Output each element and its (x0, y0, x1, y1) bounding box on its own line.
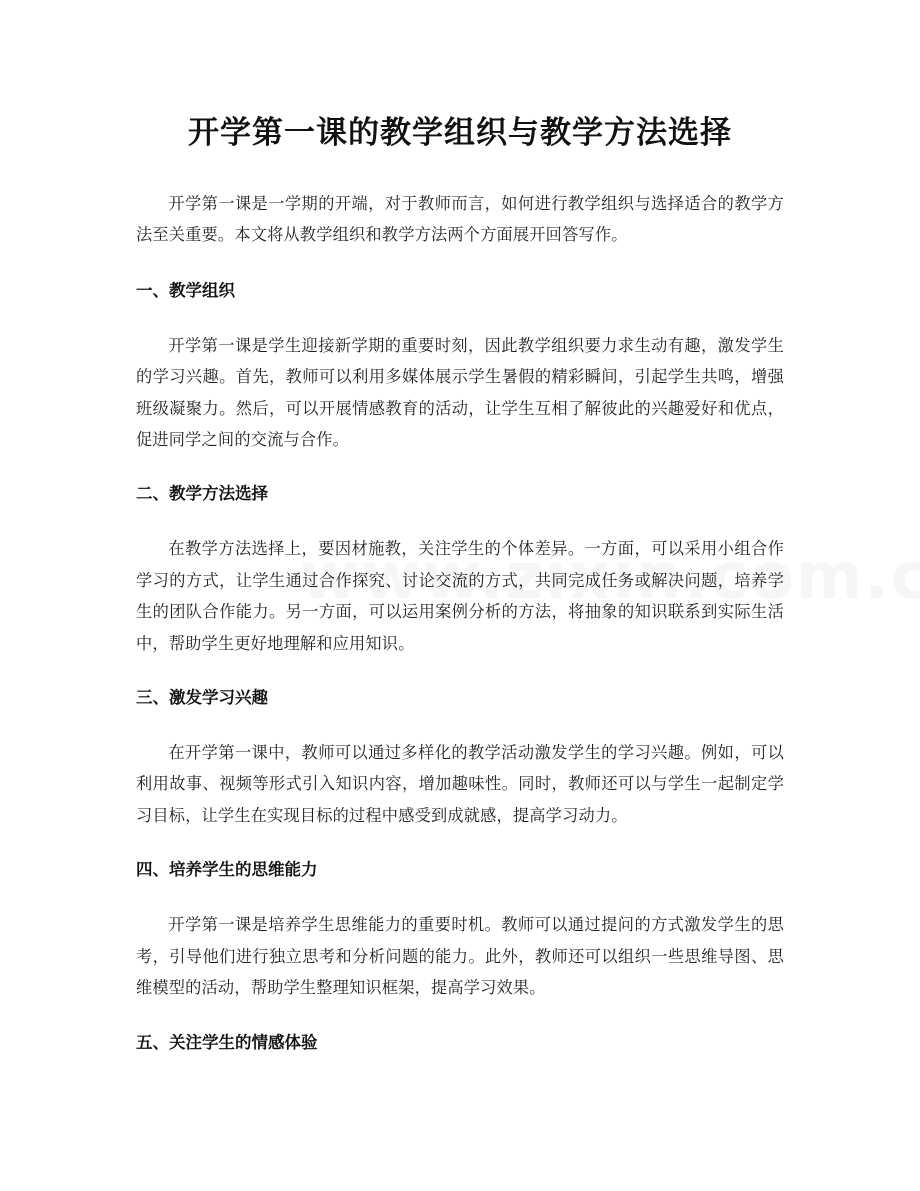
section-heading-1: 一、教学组织 (136, 280, 235, 300)
section-body-4: 开学第一课是培养学生思维能力的重要时机。教师可以通过提问的方式激发学生的思考，引导他们进行独立思考和分析问题的能力。此外，教师还可以组织一些思维导图、思维模型的活动，帮助学生整理知识框架，提高学习效果。 (136, 915, 784, 998)
section-heading-5: 五、关注学生的情感体验 (136, 1032, 318, 1052)
section-body-1: 开学第一课是学生迎接新学期的重要时刻，因此教学组织要力求生动有趣，激发学生的学习兴趣。首先，教师可以利用多媒体展示学生暑假的精彩瞬间，引起学生共鸣，增强班级凝聚力。然后，可以开展情感教育的活动，让学生互相了解彼此的兴趣爱好和优点，促进同学之间的交流与合作。 (136, 335, 784, 450)
section-body-3: 在开学第一课中，教师可以通过多样化的教学活动激发学生的学习兴趣。例如，可以利用故事、视频等形式引入知识内容，增加趣味性。同时，教师还可以与学生一起制定学习目标，让学生在实现目标的过程中感受到成就感，提高学习动力。 (136, 743, 784, 825)
section-heading-4: 四、培养学生的思维能力 (136, 860, 318, 880)
document-title: 开学第一课的教学组织与教学方法选择 (188, 115, 732, 151)
intro-paragraph: 开学第一课是一学期的开端，对于教师而言，如何进行教学组织与选择适合的教学方法至关重要。本文将从教学组织和教学方法两个方面展开回答写作。 (136, 194, 784, 245)
section-heading-3: 三、激发学习兴趣 (136, 688, 268, 708)
section-heading-2: 二、教学方法选择 (136, 484, 268, 504)
section-body-2: 在教学方法选择上，要因材施教，关注学生的个体差异。一方面，可以采用小组合作学习的方式，让学生通过合作探究、讨论交流的方式，共同完成任务或解决问题，培养学生的团队合作能力。另一方面，可以运用案例分析的方法，将抽象的知识联系到实际生活中，帮助学生更好地理解和应用知识。 (136, 539, 784, 653)
